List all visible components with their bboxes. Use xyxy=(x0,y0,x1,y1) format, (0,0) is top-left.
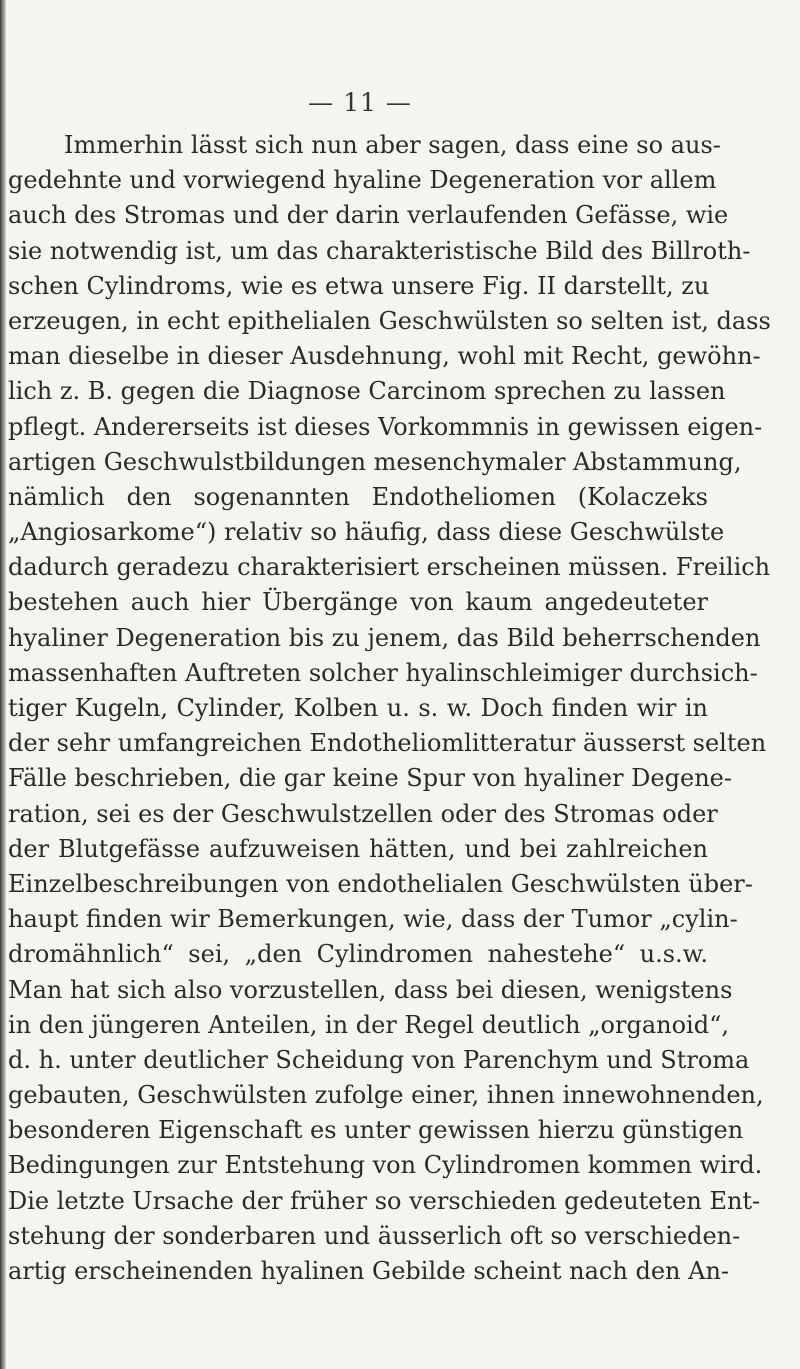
text-line: artig erscheinenden hyalinen Gebilde scheint nach den An- xyxy=(8,1257,730,1285)
text-line: man dieselbe in dieser Ausdehnung, wohl mit Recht, gewöhn- xyxy=(8,342,761,371)
text-line: tiger Kugeln, Cylinder, Kolben u. s. w. Doch finden wir in xyxy=(8,694,708,722)
text-line: lich z. B. gegen die Diagnose Carcinom sprechen zu lassen xyxy=(8,377,726,406)
text-line: gedehnte und vorwiegend hyaline Degeneration vor allem xyxy=(8,166,717,195)
text-line: dadurch geradezu charakterisiert erscheinen müssen. Freilich xyxy=(8,553,771,582)
text-line: hyaliner Degeneration bis zu jenem, das Bild beherrschenden xyxy=(8,623,761,652)
text-line: gebauten, Geschwülsten zufolge einer, ihnen innewohnenden, xyxy=(8,1081,764,1110)
text-line: sie notwendig ist, um das charakteristische Bild des Billroth- xyxy=(8,236,751,265)
text-line: d. h. unter deutlicher Scheidung von Parenchym und Stroma xyxy=(8,1045,750,1074)
text-line: „Angiosarkome“) relativ so häufig, dass diese Geschwülste xyxy=(8,518,725,547)
text-line: bestehen auch hier Übergänge von kaum angedeuteter xyxy=(8,588,708,617)
text-line: Einzelbeschreibungen von endothelialen Geschwülsten über- xyxy=(8,869,753,898)
text-line: der Blutgefässe aufzuweisen hätten, und bei zahlreichen xyxy=(8,834,708,863)
text-line: der sehr umfangreichen Endotheliomlitteratur äusserst selten xyxy=(8,729,767,758)
text-line: Man hat sich also vorzustellen, dass bei diesen, wenigstens xyxy=(8,975,733,1004)
text-line: Bedingungen zur Entstehung von Cylindromen kommen wird. xyxy=(8,1151,763,1180)
text-line: stehung der sonderbaren und äusserlich oft so verschieden- xyxy=(8,1221,741,1250)
text-line: nämlich den sogenannten Endotheliomen (Kolaczeks xyxy=(8,482,708,511)
text-line: artigen Geschwulstbildungen mesenchymaler Abstammung, xyxy=(8,447,742,476)
text-line: Fälle beschrieben, die gar keine Spur von hyaliner Degene- xyxy=(8,764,732,793)
text-line: erzeugen, in echt epithelialen Geschwülsten so selten ist, dass xyxy=(8,306,771,335)
text-line: ration, sei es der Geschwulstzellen oder des Stromas oder xyxy=(8,799,718,828)
text-line: Immerhin lässt sich nun aber sagen, dass eine so aus- xyxy=(64,131,721,159)
text-line: haupt finden wir Bemerkungen, wie, dass der Tumor „cylin- xyxy=(8,905,738,934)
text-line: pflegt. Andererseits ist dieses Vorkommnis in gewissen eigen- xyxy=(8,412,763,441)
text-line: auch des Stromas und der darin verlaufenden Gefässe, wie xyxy=(8,201,729,230)
text-line: in den jüngeren Anteilen, in der Regel deutlich „organoid“, xyxy=(8,1010,729,1039)
text-line: massenhaften Auftreten solcher hyalinschleimiger durchsich- xyxy=(8,658,758,687)
text-line: schen Cylindroms, wie es etwa unsere Fig. II darstellt, zu xyxy=(8,271,710,300)
text-line: dromähnlich“ sei, „den Cylindromen nahestehe“ u.s.w. xyxy=(8,940,708,969)
page-binding-edge xyxy=(0,0,6,1369)
body-paragraph xyxy=(8,128,771,1289)
text-line: Die letzte Ursache der früher so verschieden gedeuteten Ent- xyxy=(8,1186,761,1215)
page-number: — 11 — xyxy=(308,88,412,117)
text-line: besonderen Eigenschaft es unter gewissen hierzu günstigen xyxy=(8,1116,744,1145)
